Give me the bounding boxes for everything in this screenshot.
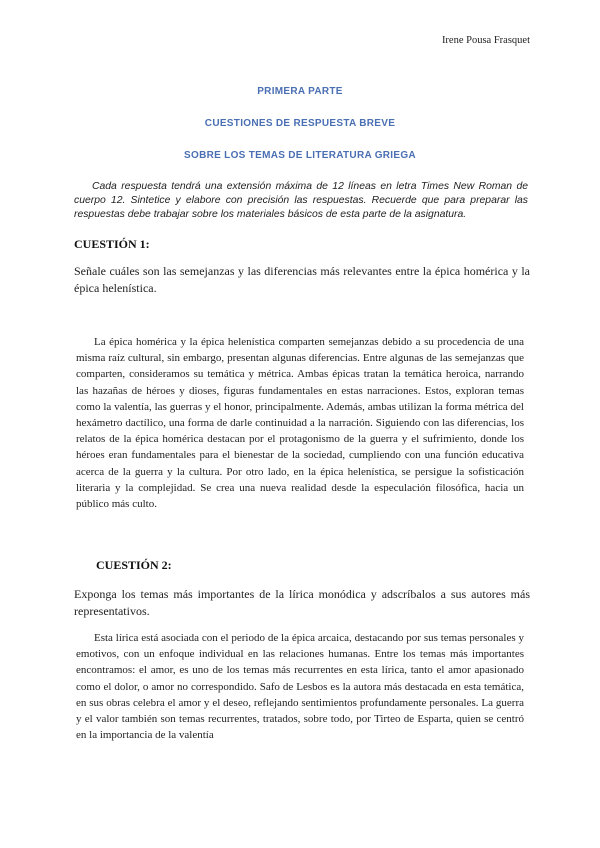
question-2-title: CUESTIÓN 2:: [96, 558, 172, 572]
topic-heading: SOBRE LOS TEMAS DE LITERATURA GRIEGA: [184, 150, 416, 161]
question-1-prompt: Señale cuáles son las semejanzas y las diferencias más relevantes entre la épica homérica y la épica helenística.: [74, 264, 530, 295]
author-name: Irene Pousa Frasquet: [441, 35, 530, 46]
question-1-title: CUESTIÓN 1:: [74, 237, 150, 251]
part-heading: PRIMERA PARTE: [257, 86, 343, 97]
question-2-answer: Esta lírica está asociada con el periodo de la épica arcaica, destacando por sus temas personales y emotivos, con un enfoque individual en las relaciones humanas. Entre los temas más importantes encontramos: el amor, es uno de los temas más recurrentes en esta lírica, tanto el amor apasionado como el dolor, o amor no correspondido. Safo de Lesbos es la autora más destacada en esta temática, en sus obras celebra el amor y el deseo, reflejando sentimientos profundamente personales. La guerra y el valor también son temas recurrentes, tratados, sobre todo, por Tirteo de Esparta, quien se centró en la importancia de la valentía: [76, 632, 524, 742]
question-2-prompt: Exponga los temas más importantes de la lírica monódica y adscríbalos a sus autores más representativos.: [74, 587, 530, 618]
instructions-paragraph: Cada respuesta tendrá una extensión máxima de 12 líneas en letra Times New Roman de cuerpo 12. Sintetice y elabore con precisión las respuestas. Recuerde que para preparar las respuestas debe trabajar sobre los materiales básicos de esta parte de la asignatura.: [74, 181, 528, 220]
section-heading: CUESTIONES DE RESPUESTA BREVE: [204, 118, 396, 129]
question-1-answer: La épica homérica y la épica helenística comparten semejanzas debido a su procedencia de una misma raíz cultural, sin embargo, presentan algunas diferencias. Entre algunas de las semejanzas que comparten, consideramos su temática y métrica. Ambas épicas tratan la temática heroica, narrando las hazañas de héroes y dioses, figuras fundamentales en estas narraciones. Estos, exploran temas como la valentía, las guerras y el honor, principalmente. Además, ambas utilizan la forma métrica del hexámetro dactílico, una forma de darle continuidad a la narración. Siguiendo con las diferencias, los relatos de la épica homérica destacan por el protagonismo de la guerra y el sufrimiento, donde los héroes eran fundamentales para el bienestar de la sociedad, cumpliendo con una función educativa acerca de la guerra y la cultura. Por otro lado, en la épica helenística, se persigue la sofisticación literaria y la complejidad. Se crea una nueva realidad desde la especulación filosófica, hacia un público más culto.: [76, 336, 524, 511]
